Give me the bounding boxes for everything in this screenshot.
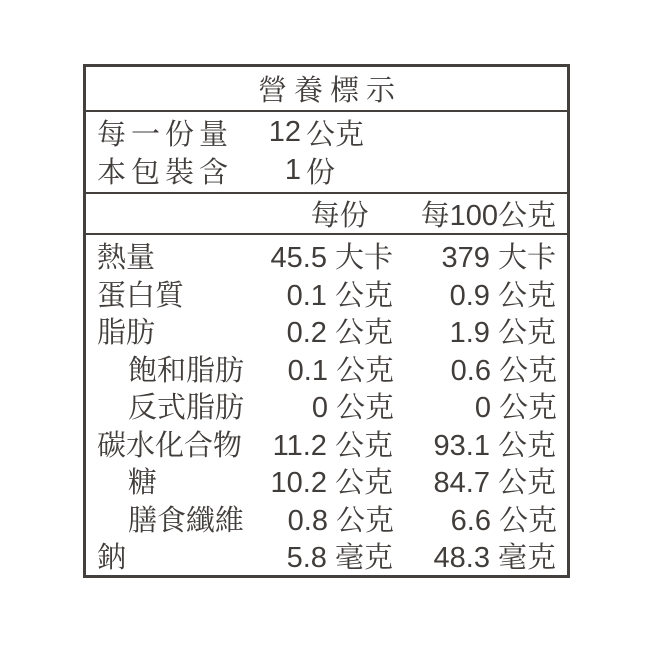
serving-info-section	[86, 112, 567, 194]
column-header-row	[86, 194, 567, 235]
per-100g-value: 0 公克	[474, 392, 558, 425]
servings-per-package-label: 本包裝含	[97, 156, 234, 189]
row-label: 蛋白質	[97, 279, 185, 312]
nutrition-label-title: 營養標示	[86, 67, 567, 112]
per-serving-value: 0.8 公克	[287, 504, 395, 537]
per-100g-value: 6.6 公克	[450, 504, 558, 537]
per-serving-value: 5.8 毫克	[286, 542, 393, 575]
per-100g-value: 0.9 公克	[449, 279, 556, 312]
table-row-fat	[97, 312, 556, 350]
per-100g-value: 84.7 公克	[433, 467, 556, 500]
row-label: 膳食纖維	[128, 504, 245, 537]
serving-size-unit: 公克	[306, 118, 365, 151]
column-header-per-serving: 每份	[310, 200, 369, 232]
per-100g-value: 93.1 公克	[433, 429, 556, 462]
per-serving-value: 11.2 公克	[272, 429, 393, 462]
table-row-saturated-fat	[97, 350, 556, 388]
servings-per-package-row	[97, 151, 556, 189]
per-serving-value: 10.2 公克	[270, 467, 393, 500]
per-serving-value: 0 公克	[311, 392, 395, 425]
servings-per-package-value: 1	[284, 153, 301, 186]
column-header-per-100g: 每100公克	[420, 200, 556, 232]
per-serving-value: 0.1 公克	[286, 279, 393, 312]
nutrient-table	[86, 235, 567, 575]
row-label: 熱量	[97, 242, 156, 275]
per-serving-value: 0.2 公克	[286, 317, 393, 350]
table-row-sugar	[97, 462, 556, 500]
table-row-dietary-fiber	[97, 500, 556, 538]
serving-size-value: 12	[268, 115, 301, 148]
row-label: 糖	[128, 467, 158, 500]
per-100g-value: 1.9 公克	[449, 317, 556, 350]
per-100g-value: 0.6 公克	[450, 354, 558, 387]
table-row-carbohydrate	[97, 425, 556, 463]
per-serving-value: 0.1 公克	[287, 354, 395, 387]
row-label: 碳水化合物	[97, 429, 243, 462]
per-100g-value: 48.3 毫克	[433, 542, 556, 575]
per-100g-value: 379 大卡	[441, 242, 556, 275]
row-label: 反式脂肪	[128, 392, 245, 425]
serving-size-label: 每一份量	[97, 118, 234, 151]
table-row-trans-fat	[97, 387, 556, 425]
row-label: 飽和脂肪	[128, 354, 245, 387]
serving-size-row	[97, 113, 556, 151]
table-row-sodium	[97, 537, 556, 575]
table-row-calories	[97, 237, 556, 275]
per-serving-value: 45.5 大卡	[270, 242, 393, 275]
servings-per-package-unit: 份	[306, 156, 336, 189]
row-label: 脂肪	[97, 317, 156, 350]
nutrition-label-box	[83, 64, 570, 578]
row-label: 鈉	[97, 542, 127, 575]
table-row-protein	[97, 275, 556, 313]
